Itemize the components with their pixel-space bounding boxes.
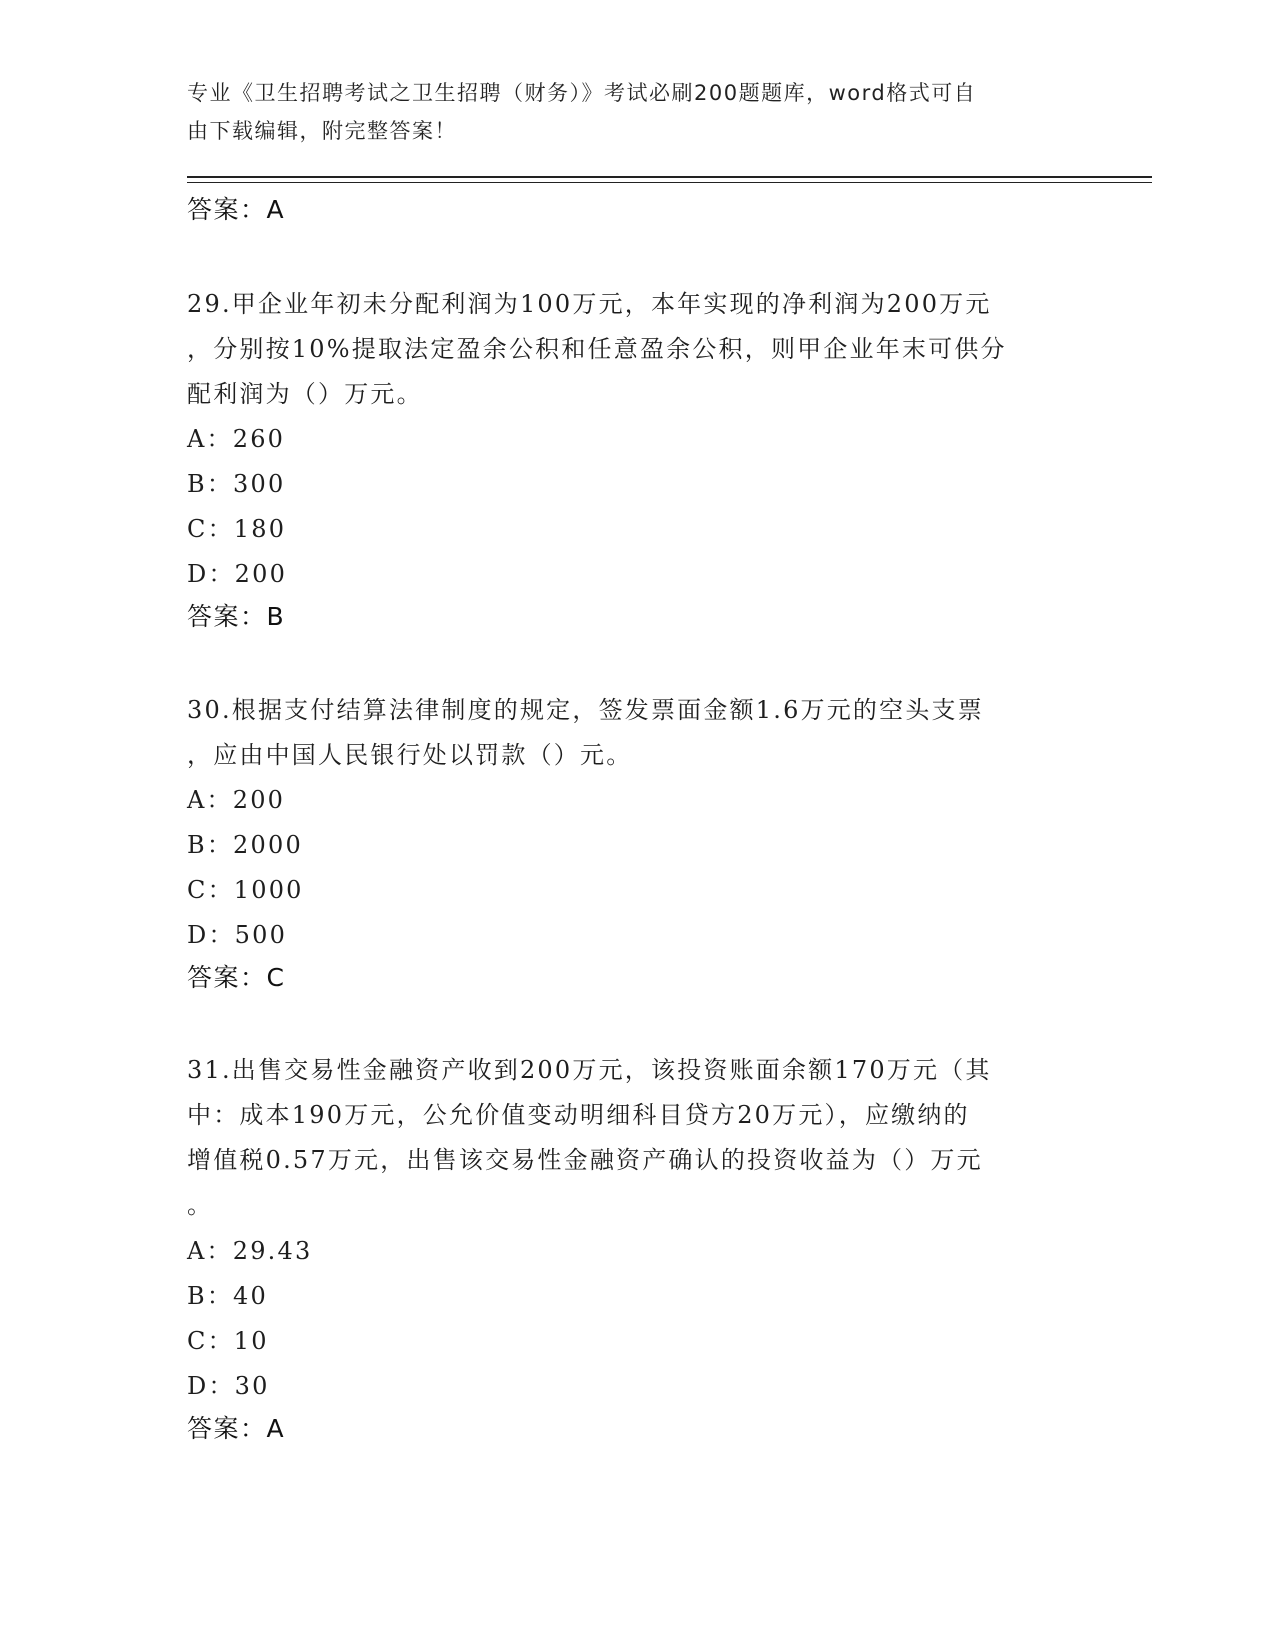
question-31-option-a: A：29.43 [187,1237,313,1265]
question-29-option-c: C：180 [187,515,287,543]
question-31-answer: 答案：A [187,1414,286,1443]
question-31-line-1: 31.出售交易性金融资产收到200万元，该投资账面余额170万元（其 [187,1056,992,1084]
question-29-line-2: ，分别按10%提取法定盈余公积和任意盈余公积，则甲企业年末可供分 [187,335,1007,363]
question-29-option-d: D：200 [187,560,288,588]
header-line-1: 专业《卫生招聘考试之卫生招聘（财务）》考试必刷200题题库，word格式可自 [187,81,977,105]
question-29-line-3: 配利润为（）万元。 [187,380,423,408]
question-30-option-c: C：1000 [187,876,304,904]
question-29-line-1: 29.甲企业年初未分配利润为100万元，本年实现的净利润为200万元 [187,290,992,318]
question-31-line-2: 中：成本190万元，公允价值变动明细科目贷方20万元），应缴纳的 [187,1101,970,1129]
question-29-option-a: A：260 [187,425,286,453]
question-30-option-d: D：500 [187,921,288,949]
question-29-option-b: B：300 [187,470,286,498]
header-divider-thick [187,176,1152,178]
question-30-option-a: A：200 [187,786,286,814]
question-31-line-4: 。 [187,1191,214,1219]
question-30-line-1: 30.根据支付结算法律制度的规定，签发票面金额1.6万元的空头支票 [187,696,984,724]
header-line-2: 由下载编辑，附完整答案！ [187,119,457,143]
question-29-answer: 答案：B [187,602,286,631]
question-31-option-b: B：40 [187,1282,268,1310]
question-31-option-d: D：30 [187,1372,270,1400]
document-header [187,74,1067,150]
question-31-line-3: 增值税0.57万元，出售该交易性金融资产确认的投资收益为（）万元 [187,1146,983,1174]
question-30-answer: 答案：C [187,963,286,992]
question-30-option-b: B：2000 [187,831,303,859]
question-30-line-2: ，应由中国人民银行处以罚款（）元。 [187,741,633,769]
previous-answer: 答案：A [187,195,286,224]
question-31-option-c: C：10 [187,1327,269,1355]
header-divider-thin [187,182,1152,183]
